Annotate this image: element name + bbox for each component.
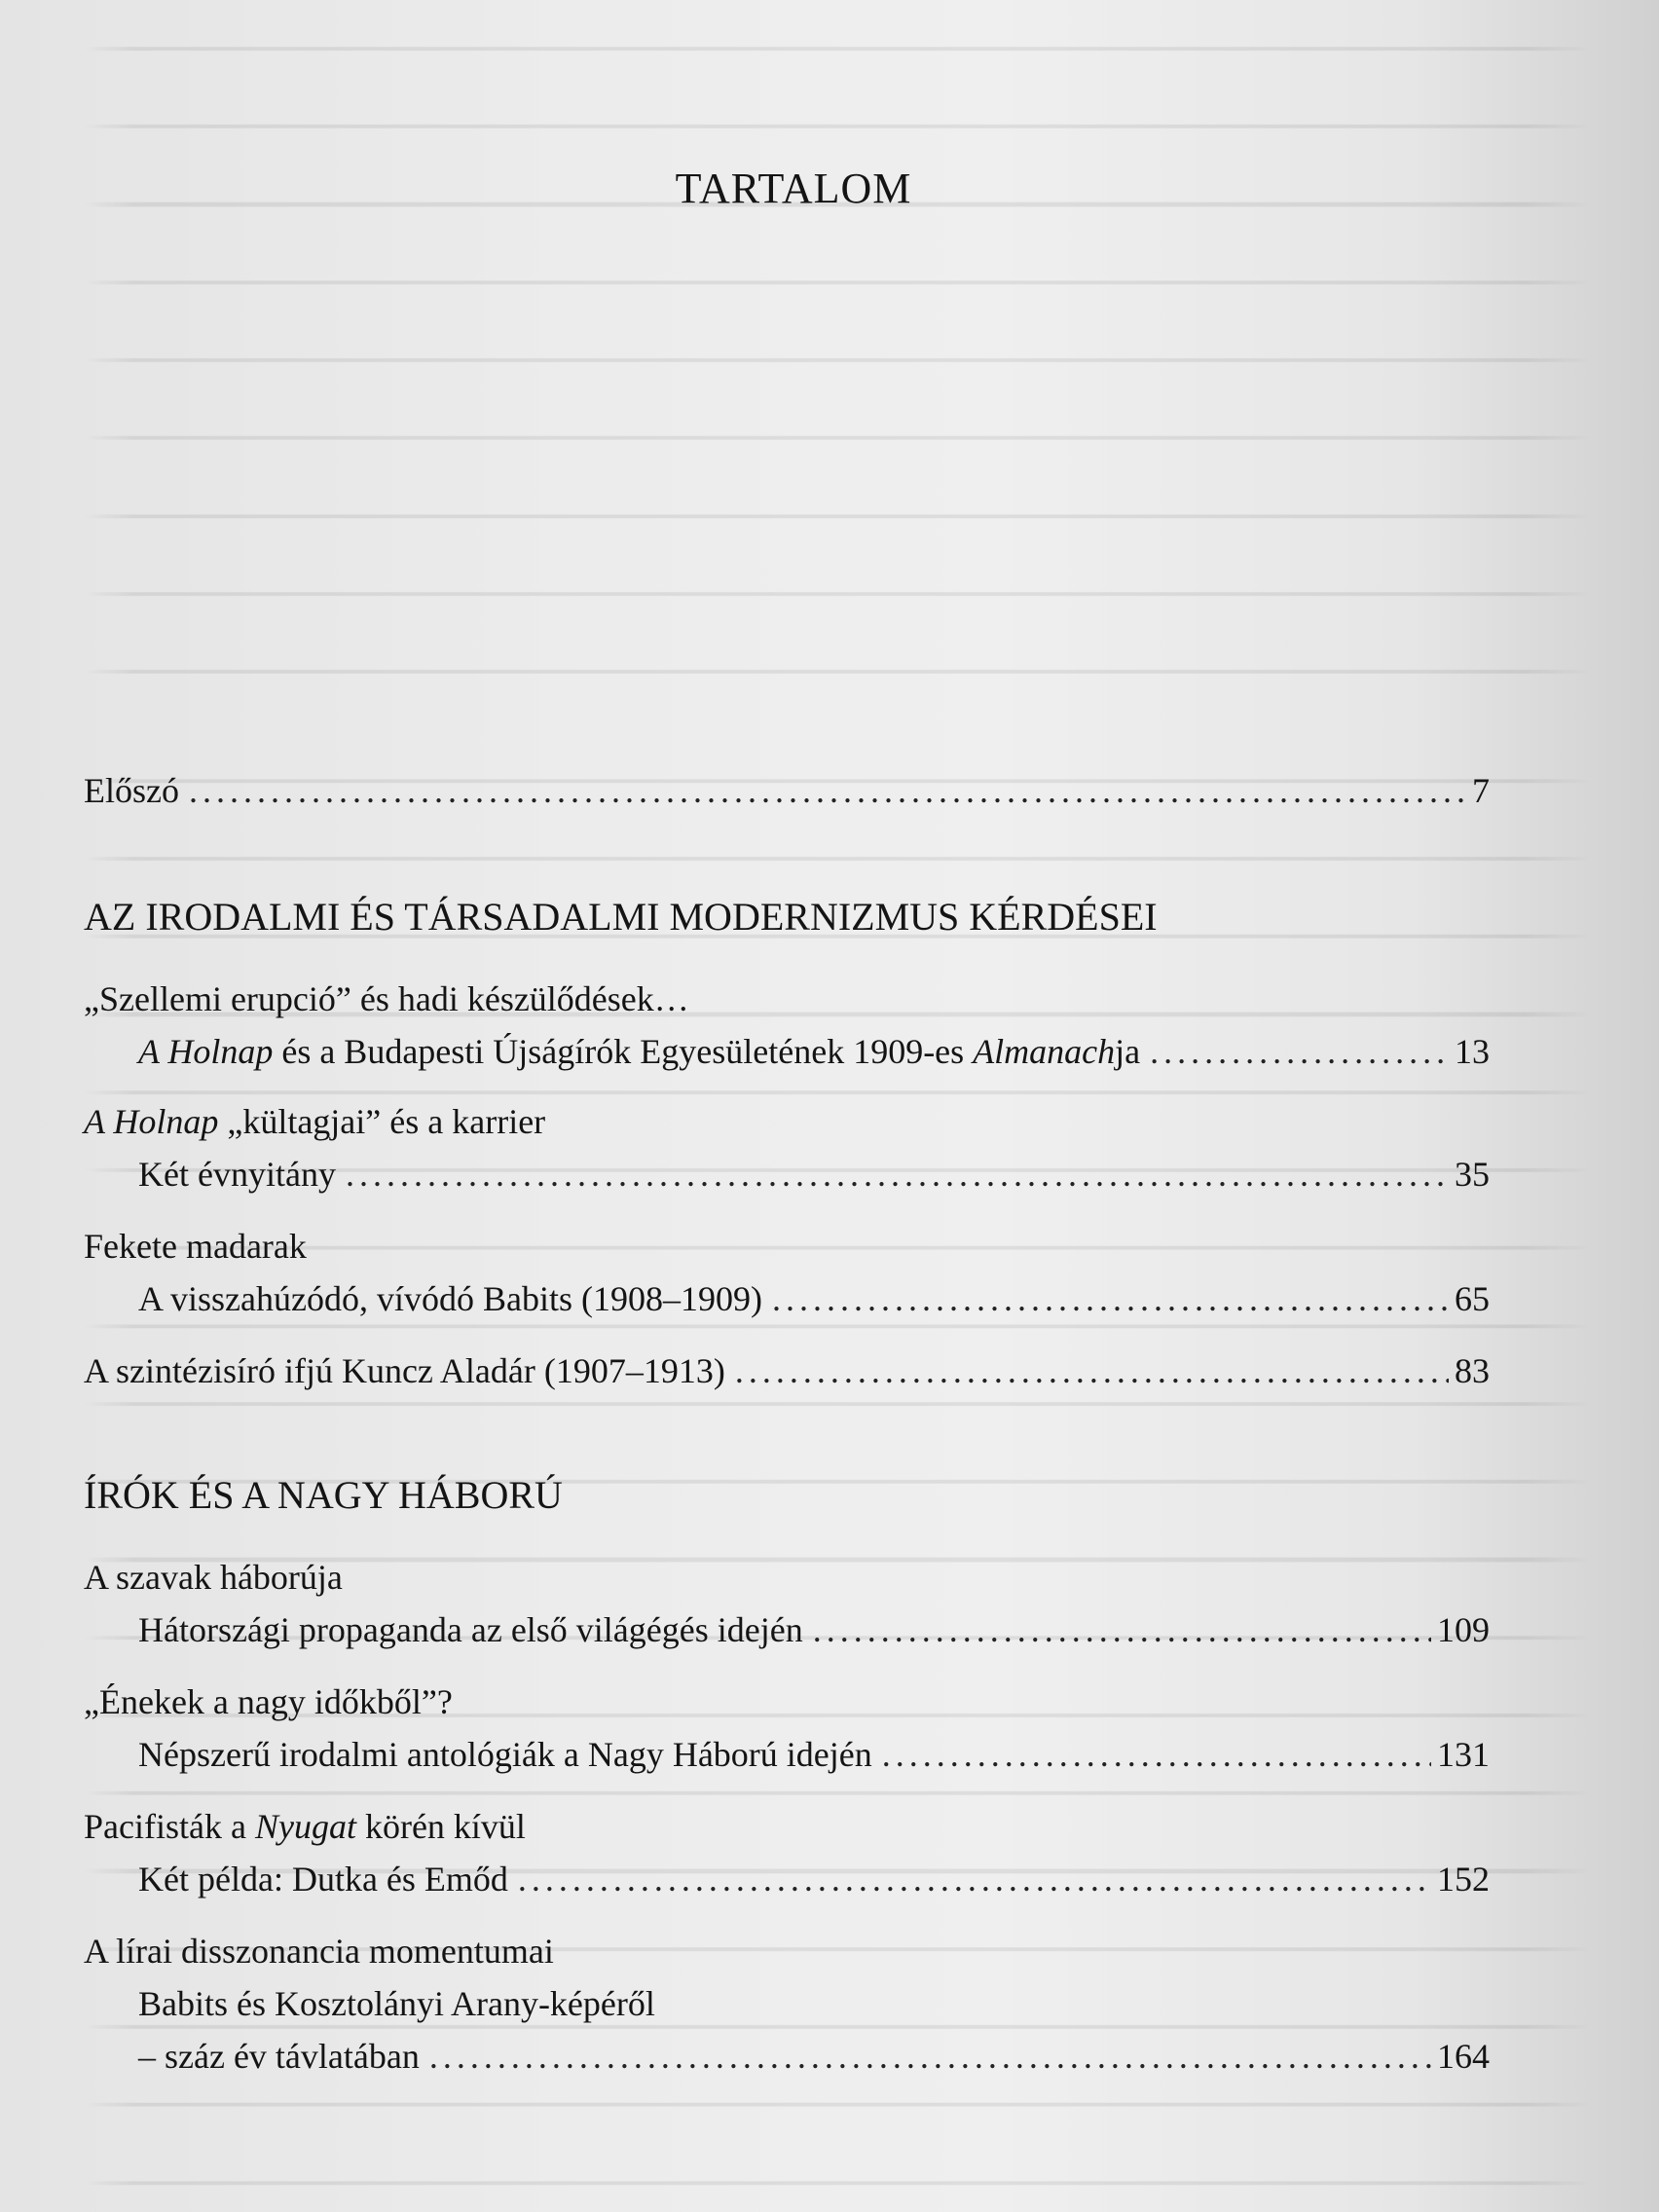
toc-page-number: 35 xyxy=(1455,1155,1490,1194)
toc-entry-title: Pacifisták a Nyugat körén kívül xyxy=(84,1807,526,1846)
toc-entry-propaganda[interactable] xyxy=(84,1604,1490,1655)
toc-entry-arany-kep[interactable] xyxy=(84,2031,1490,2082)
dot-leader xyxy=(882,1729,1431,1780)
page-title: TARTALOM xyxy=(675,165,912,212)
toc-entry-title: „Énekek a nagy időkből”? xyxy=(84,1682,453,1721)
toc-entry-subtitle: Babits és Kosztolányi Arany-képéről xyxy=(138,1984,655,2023)
toc-entry-ket-evnyitany[interactable] xyxy=(84,1149,1490,1199)
toc-entry-title: A szintézisíró ifjú Kuncz Aladár (1907–1913) xyxy=(84,1351,725,1390)
dot-leader xyxy=(813,1604,1431,1655)
dot-leader xyxy=(772,1273,1449,1324)
toc-entry-subtitle: Hátországi propaganda az első világégés idején xyxy=(138,1610,803,1649)
dot-leader xyxy=(518,1854,1431,1904)
toc-entry-subtitle: Népszerű irodalmi antológiák a Nagy Háború idején xyxy=(138,1735,872,1774)
toc-page-number: 65 xyxy=(1455,1279,1490,1318)
toc-entry-dutka-emod[interactable] xyxy=(84,1854,1490,1904)
toc-page-number: 109 xyxy=(1437,1610,1490,1649)
toc-entry-holnap-almanach[interactable] xyxy=(84,1026,1490,1077)
toc-entry-title: Fekete madarak xyxy=(84,1227,307,1266)
toc-page-number: 13 xyxy=(1455,1032,1490,1071)
toc-entry-antologiak[interactable] xyxy=(84,1729,1490,1780)
toc-entry-subtitle: A visszahúzódó, vívódó Babits (1908–1909) xyxy=(138,1279,762,1318)
toc-entry-subtitle: – száz év távlatában xyxy=(138,2037,420,2076)
toc-page-number: 131 xyxy=(1437,1735,1490,1774)
section-heading-modernism: AZ IRODALMI ÉS TÁRSADALMI MODERNIZMUS KÉRDÉSEI xyxy=(84,895,1158,939)
toc-entry-subtitle: Két évnyitány xyxy=(138,1155,336,1194)
toc-entry-title: Előszó xyxy=(84,771,179,810)
toc-page-number: 164 xyxy=(1437,2037,1490,2076)
toc-entry-title: A szavak háborúja xyxy=(84,1558,343,1597)
dot-leader xyxy=(429,2031,1431,2082)
toc-page-number: 83 xyxy=(1455,1351,1490,1390)
toc-page-number: 152 xyxy=(1437,1860,1490,1899)
dot-leader xyxy=(346,1149,1449,1199)
toc-entry-subtitle: A Holnap és a Budapesti Újságírók Egyesületének 1909-es Almanachja xyxy=(138,1032,1141,1071)
toc-entry-title: A lírai disszonancia momentumai xyxy=(84,1932,554,1971)
toc-entry-title: A Holnap „kültagjai” és a karrier xyxy=(84,1102,546,1141)
toc-entry-title: „Szellemi erupció” és hadi készülődések… xyxy=(84,979,689,1018)
dot-leader xyxy=(189,765,1466,816)
section-heading-war: ÍRÓK ÉS A NAGY HÁBORÚ xyxy=(84,1473,563,1517)
toc-page-number: 7 xyxy=(1472,771,1490,810)
toc-entry-babits[interactable] xyxy=(84,1273,1490,1324)
dot-leader xyxy=(1150,1026,1449,1077)
toc-entry-foreword[interactable] xyxy=(84,765,1490,816)
dot-leader xyxy=(735,1346,1449,1396)
toc-entry-subtitle: Két példa: Dutka és Emőd xyxy=(138,1860,508,1899)
toc-entry-kuncz[interactable] xyxy=(84,1346,1490,1396)
